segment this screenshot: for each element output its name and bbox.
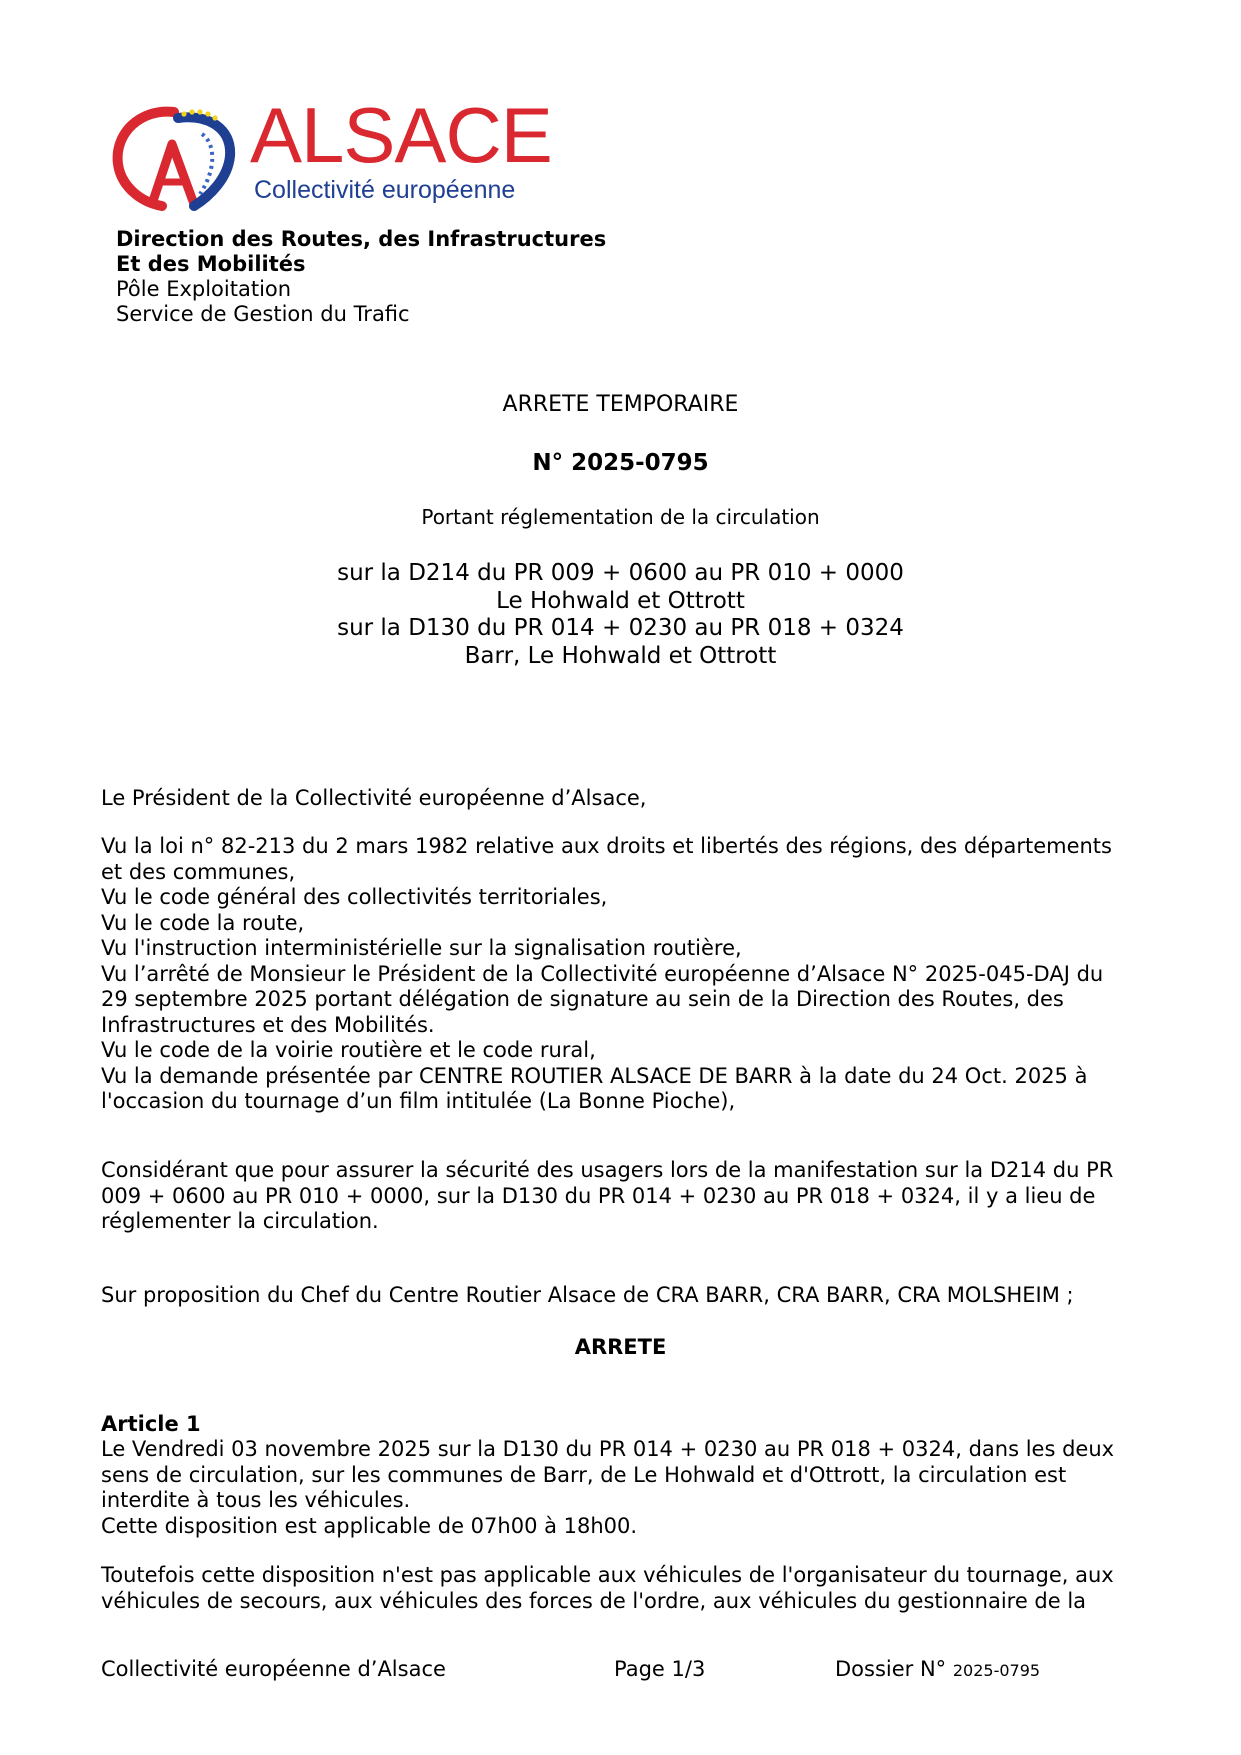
pole-name: Pôle Exploitation [116, 277, 292, 301]
proposition-line: Sur proposition du Chef du Centre Routier Alsace de CRA BARR, CRA BARR, CRA MOLSHEIM ; [101, 1283, 1074, 1307]
toutefois-line: véhicules de secours, aux véhicules des forces de l'ordre, aux véhicules du gestionnaire de la [101, 1588, 1087, 1613]
logo-subtitle: Collectivité européenne [254, 176, 516, 204]
dossier-label: Dossier N° [835, 1657, 947, 1681]
service-name: Service de Gestion du Trafic [116, 302, 410, 326]
footer-dossier [835, 1657, 1040, 1681]
location-block [0, 560, 1241, 670]
vu-line: et des communes, [101, 859, 296, 884]
department-header [116, 227, 606, 327]
alsace-logo [112, 91, 552, 214]
vu-line: Vu le code général des collectivités territoriales, [101, 885, 608, 909]
toutefois-line: Toutefois cette disposition n'est pas applicable aux véhicules de l'organisateur du tournage, aux [101, 1563, 1114, 1587]
considerant-line: 009 + 0600 au PR 010 + 0000, sur la D130 du PR 014 + 0230 au PR 018 + 0324, il y a lieu de [101, 1183, 1096, 1208]
vu-line: 29 septembre 2025 portant délégation de signature au sein de la Direction des Routes, des [101, 987, 1064, 1011]
vu-line: Vu l’arrêté de Monsieur le Président de la Collectivité européenne d’Alsace N° 2025-045-DAJ du [101, 961, 1104, 986]
location-line: Barr, Le Hohwald et Ottrott [464, 642, 777, 669]
location-line: sur la D130 du PR 014 + 0230 au PR 018 + 0324 [337, 615, 904, 641]
logo-wordmark: ALSACE [250, 91, 552, 179]
vu-line: l'occasion du tournage d’un film intitulée (La Bonne Pioche), [101, 1089, 736, 1113]
arrete-subject: Portant réglementation de la circulation [421, 505, 820, 529]
article-line: Le Vendredi 03 novembre 2025 sur la D130 du PR 014 + 0230 au PR 018 + 0324, dans les deux [101, 1437, 1115, 1461]
considerant-line: réglementer la circulation. [101, 1209, 379, 1233]
arrete-number: N° 2025-0795 [532, 450, 709, 476]
vu-line: Vu l'instruction interministérielle sur la signalisation routière, [101, 936, 742, 960]
alsace-emblem-icon [112, 104, 242, 214]
considerant-line: Considérant que pour assurer la sécurité des usagers lors de la manifestation sur la D214 du PR [101, 1158, 1114, 1182]
article-1-heading: Article 1 [101, 1412, 201, 1436]
vu-line: Infrastructures et des Mobilités. [101, 1012, 435, 1037]
dept-line-1: Direction des Routes, des Infrastructures [116, 227, 607, 251]
article-line: Cette disposition est applicable de 07h00 à 18h00. [101, 1513, 638, 1538]
location-line: Le Hohwald et Ottrott [496, 587, 745, 614]
toutefois-block [101, 1563, 1141, 1614]
vu-block [101, 834, 1141, 1115]
location-line: sur la D214 du PR 009 + 0600 au PR 010 + 0000 [337, 560, 904, 586]
footer-org: Collectivité européenne d’Alsace [101, 1657, 446, 1681]
article-1-text [101, 1437, 1141, 1539]
footer-page: Page 1/3 [614, 1657, 706, 1681]
arrete-heading: ARRETE [574, 1335, 667, 1359]
dept-line-2: Et des Mobilités [116, 252, 306, 276]
vu-line: Vu la loi n° 82-213 du 2 mars 1982 relative aux droits et libertés des régions, des départements [101, 834, 1112, 858]
vu-line: Vu la demande présentée par CENTRE ROUTIER ALSACE DE BARR à la date du 24 Oct. 2025 à [101, 1063, 1088, 1088]
article-line: sens de circulation, sur les communes de Barr, de Le Hohwald et d'Ottrott, la circulation est [101, 1462, 1067, 1487]
dossier-number: 2025-0795 [952, 1661, 1041, 1680]
vu-line: Vu le code de la voirie routière et le code rural, [101, 1038, 596, 1062]
considerant-block [101, 1158, 1141, 1235]
article-line: interdite à tous les véhicules. [101, 1488, 411, 1512]
arrete-type: ARRETE TEMPORAIRE [502, 392, 739, 417]
vu-line: Vu le code la route, [101, 910, 305, 935]
president-line: Le Président de la Collectivité européenne d’Alsace, [101, 786, 647, 810]
